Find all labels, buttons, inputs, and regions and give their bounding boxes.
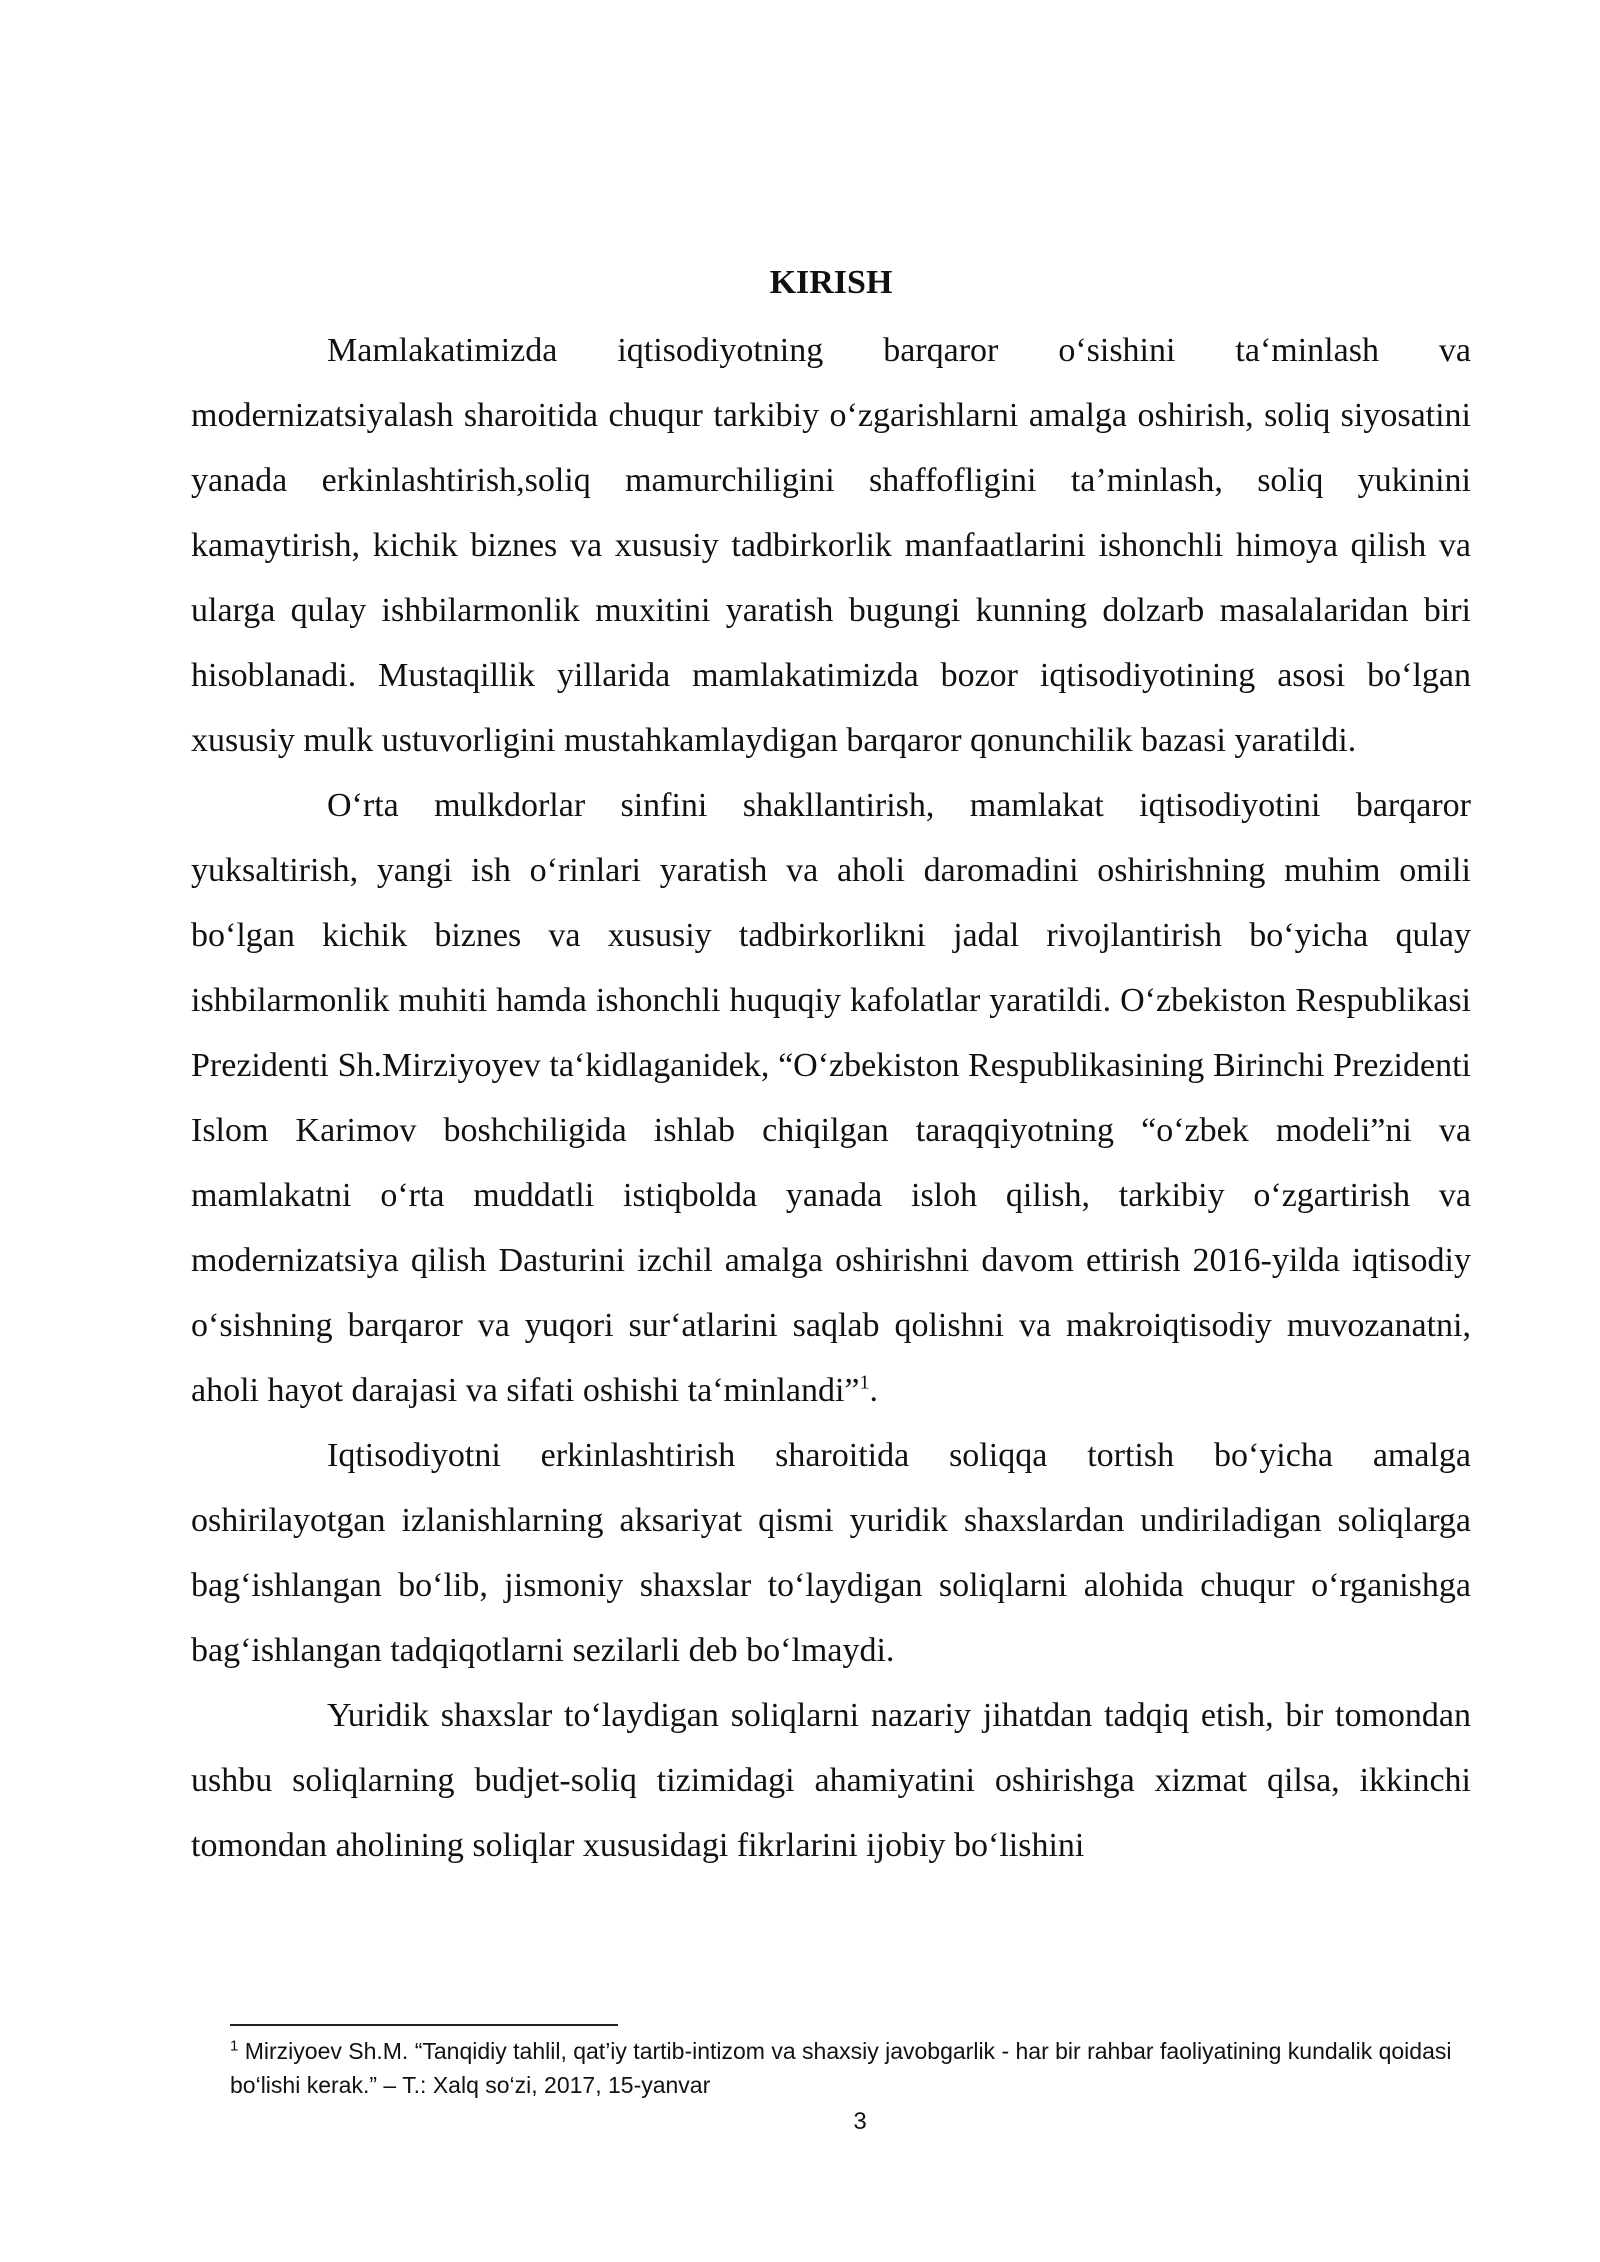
paragraph-3 — [191, 1423, 1471, 1683]
page-number: 3 — [853, 2108, 867, 2135]
footnote-separator — [230, 2024, 618, 2026]
page-heading: KIRISH — [769, 264, 893, 301]
footnote-reference[interactable]: 1 — [859, 1371, 870, 1394]
footnote-text: Mirziyoev Sh.M. “Tanqidiy tahlil, qat’iy tartib-intizom va shaxsiy javobgarlik - har bir rahbar faoliyatining kundalik qoidasi bo‘lishi kerak.” – T.: Xalq so‘zi, 2017, 15-yanvar — [230, 2038, 1452, 2098]
paragraph-1-text: Mamlakatimizda iqtisodiyotning barqaror o‘sishini ta‘minlash va modernizatsiyalash sharoitida chuqur tarkibiy o‘zgarishlarni amalga oshirish, soliq siyosatini yanada erkinlashtirish,soliq mamurchiligini shaffofligini ta’minlash, soliq yukinini kamaytirish, kichik biznes va xususiy tadbirkorlik manfaatlarini ishonchli himoya qilish va ularga qulay ishbilarmonlik muxitini yaratish bugungi kunning dolzarb masalalaridan biri hisoblanadi. Mustaqillik yillarida mamlakatimizda bozor iqtisodiyotining asosi bo‘lgan xususiy mulk ustuvorligini mustahkamlaydigan barqaror qonunchilik bazasi yaratildi. — [191, 332, 1471, 759]
paragraph-2-text: O‘rta mulkdorlar sinfini shakllantirish, mamlakat iqtisodiyotini barqaror yuksaltirish, yangi ish o‘rinlari yaratish va aholi daromadini oshirishning muhim omili bo‘lgan kichik biznes va xususiy tadbirkorlikni jadal rivojlantirish bo‘yicha qulay ishbilarmonlik muhiti hamda ishonchli huquqiy kafolatlar yaratildi. O‘zbekiston Respublikasi Prezidenti Sh.Mirziyoyev ta‘kidlaganidek, “O‘zbekiston Respublikasining Birinchi Prezidenti Islom Karimov boshchiligida ishlab chiqilgan taraqqiyotning “o‘zbek modeli”ni va mamlakatni o‘rta muddatli istiqbolda yanada isloh qilish, tarkibiy o‘zgartirish va modernizatsiya qilish Dasturini izchil amalga oshirishni davom ettirish 2016-yilda iqtisodiy o‘sishning barqaror va yuqori sur‘atlarini saqlab qolishni va makroiqtisodiy muvozanatni, aholi hayot darajasi va sifati oshishi ta‘minlandi” — [191, 787, 1471, 1409]
paragraph-2 — [191, 773, 1471, 1423]
main-text — [191, 248, 1471, 1878]
footnote-marker: 1 — [230, 2037, 239, 2055]
paragraph-1 — [191, 318, 1471, 773]
paragraph-3-text: Iqtisodiyotni erkinlashtirish sharoitida soliqqa tortish bo‘yicha amalga oshirilayotgan izlanishlarning aksariyat qismi yuridik shaxslardan undiriladigan soliqlarga bag‘ishlangan bo‘lib, jismoniy shaxslar to‘laydigan soliqlarni alohida chuqur o‘rganishga bag‘ishlangan tadqiqotlarni sezilarli deb bo‘lmaydi. — [191, 1437, 1471, 1669]
paragraph-2-tail: . — [869, 1372, 878, 1409]
footnote — [230, 2034, 1475, 2102]
paragraph-4-text: Yuridik shaxslar to‘laydigan soliqlarni nazariy jihatdan tadqiq etish, bir tomondan ushbu soliqlarning budjet-soliq tizimidagi ahamiyatini oshirishga xizmat qilsa, ikkinchi tomondan aholining soliqlar xususidagi fikrlarini ijobiy bo‘lishini — [191, 1697, 1471, 1864]
paragraph-4 — [191, 1683, 1471, 1878]
